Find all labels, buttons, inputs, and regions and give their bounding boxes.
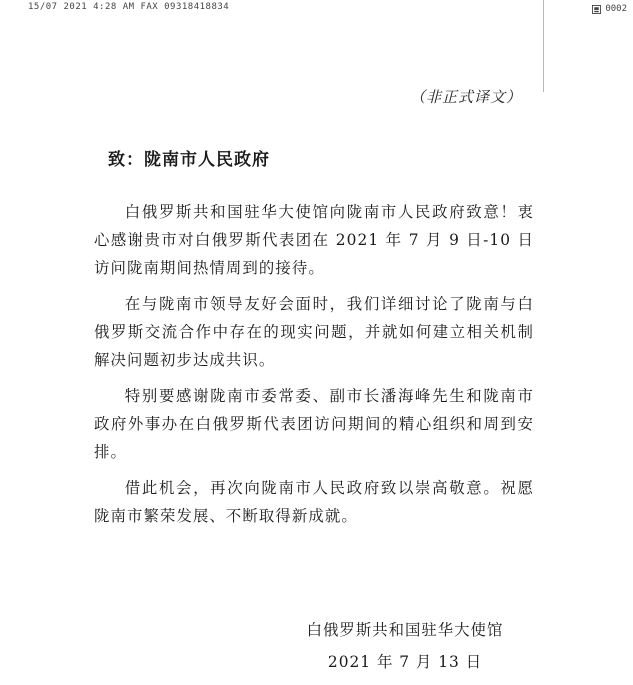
- fax-machine-icon: [592, 5, 601, 14]
- signature-organization: 白俄罗斯共和国驻华大使馆: [306, 621, 504, 639]
- fax-page-indicator: [592, 4, 627, 14]
- letter-paragraph: 在与陇南市领导友好会面时，我们详细讨论了陇南与白俄罗斯交流合作中存在的现实问题，并就如何建立相关机制解决问题初步达成共识。: [94, 295, 534, 369]
- letter-paragraph: 特别要感谢陇南市委常委、副市长潘海峰先生和陇南市政府外事办在白俄罗斯代表团访问期间的精心组织和周到安排。: [94, 387, 534, 461]
- letter-signature: [300, 614, 510, 678]
- letter-recipient: 致：陇南市人民政府: [108, 150, 270, 170]
- letter-body: [94, 198, 534, 538]
- signature-date: 2021 年 7 月 13 日: [327, 653, 483, 671]
- letter-paragraph: 借此机会，再次向陇南市人民政府致以崇高敬意。祝愿陇南市繁荣发展、不断取得新成就。: [94, 479, 534, 525]
- letter-paragraph: 白俄罗斯共和国驻华大使馆向陇南市人民政府致意！衷心感谢贵市对白俄罗斯代表团在 2021 年 7 月 9 日-10 日访问陇南期间热情周到的接待。: [94, 203, 534, 277]
- fax-page-number: 0002: [605, 4, 627, 14]
- scan-edge-line: [543, 0, 544, 92]
- translation-note: （非正式译文）: [410, 88, 523, 106]
- fax-header-line: 15/07 2021 4:28 AM FAX 09318418834: [28, 2, 230, 12]
